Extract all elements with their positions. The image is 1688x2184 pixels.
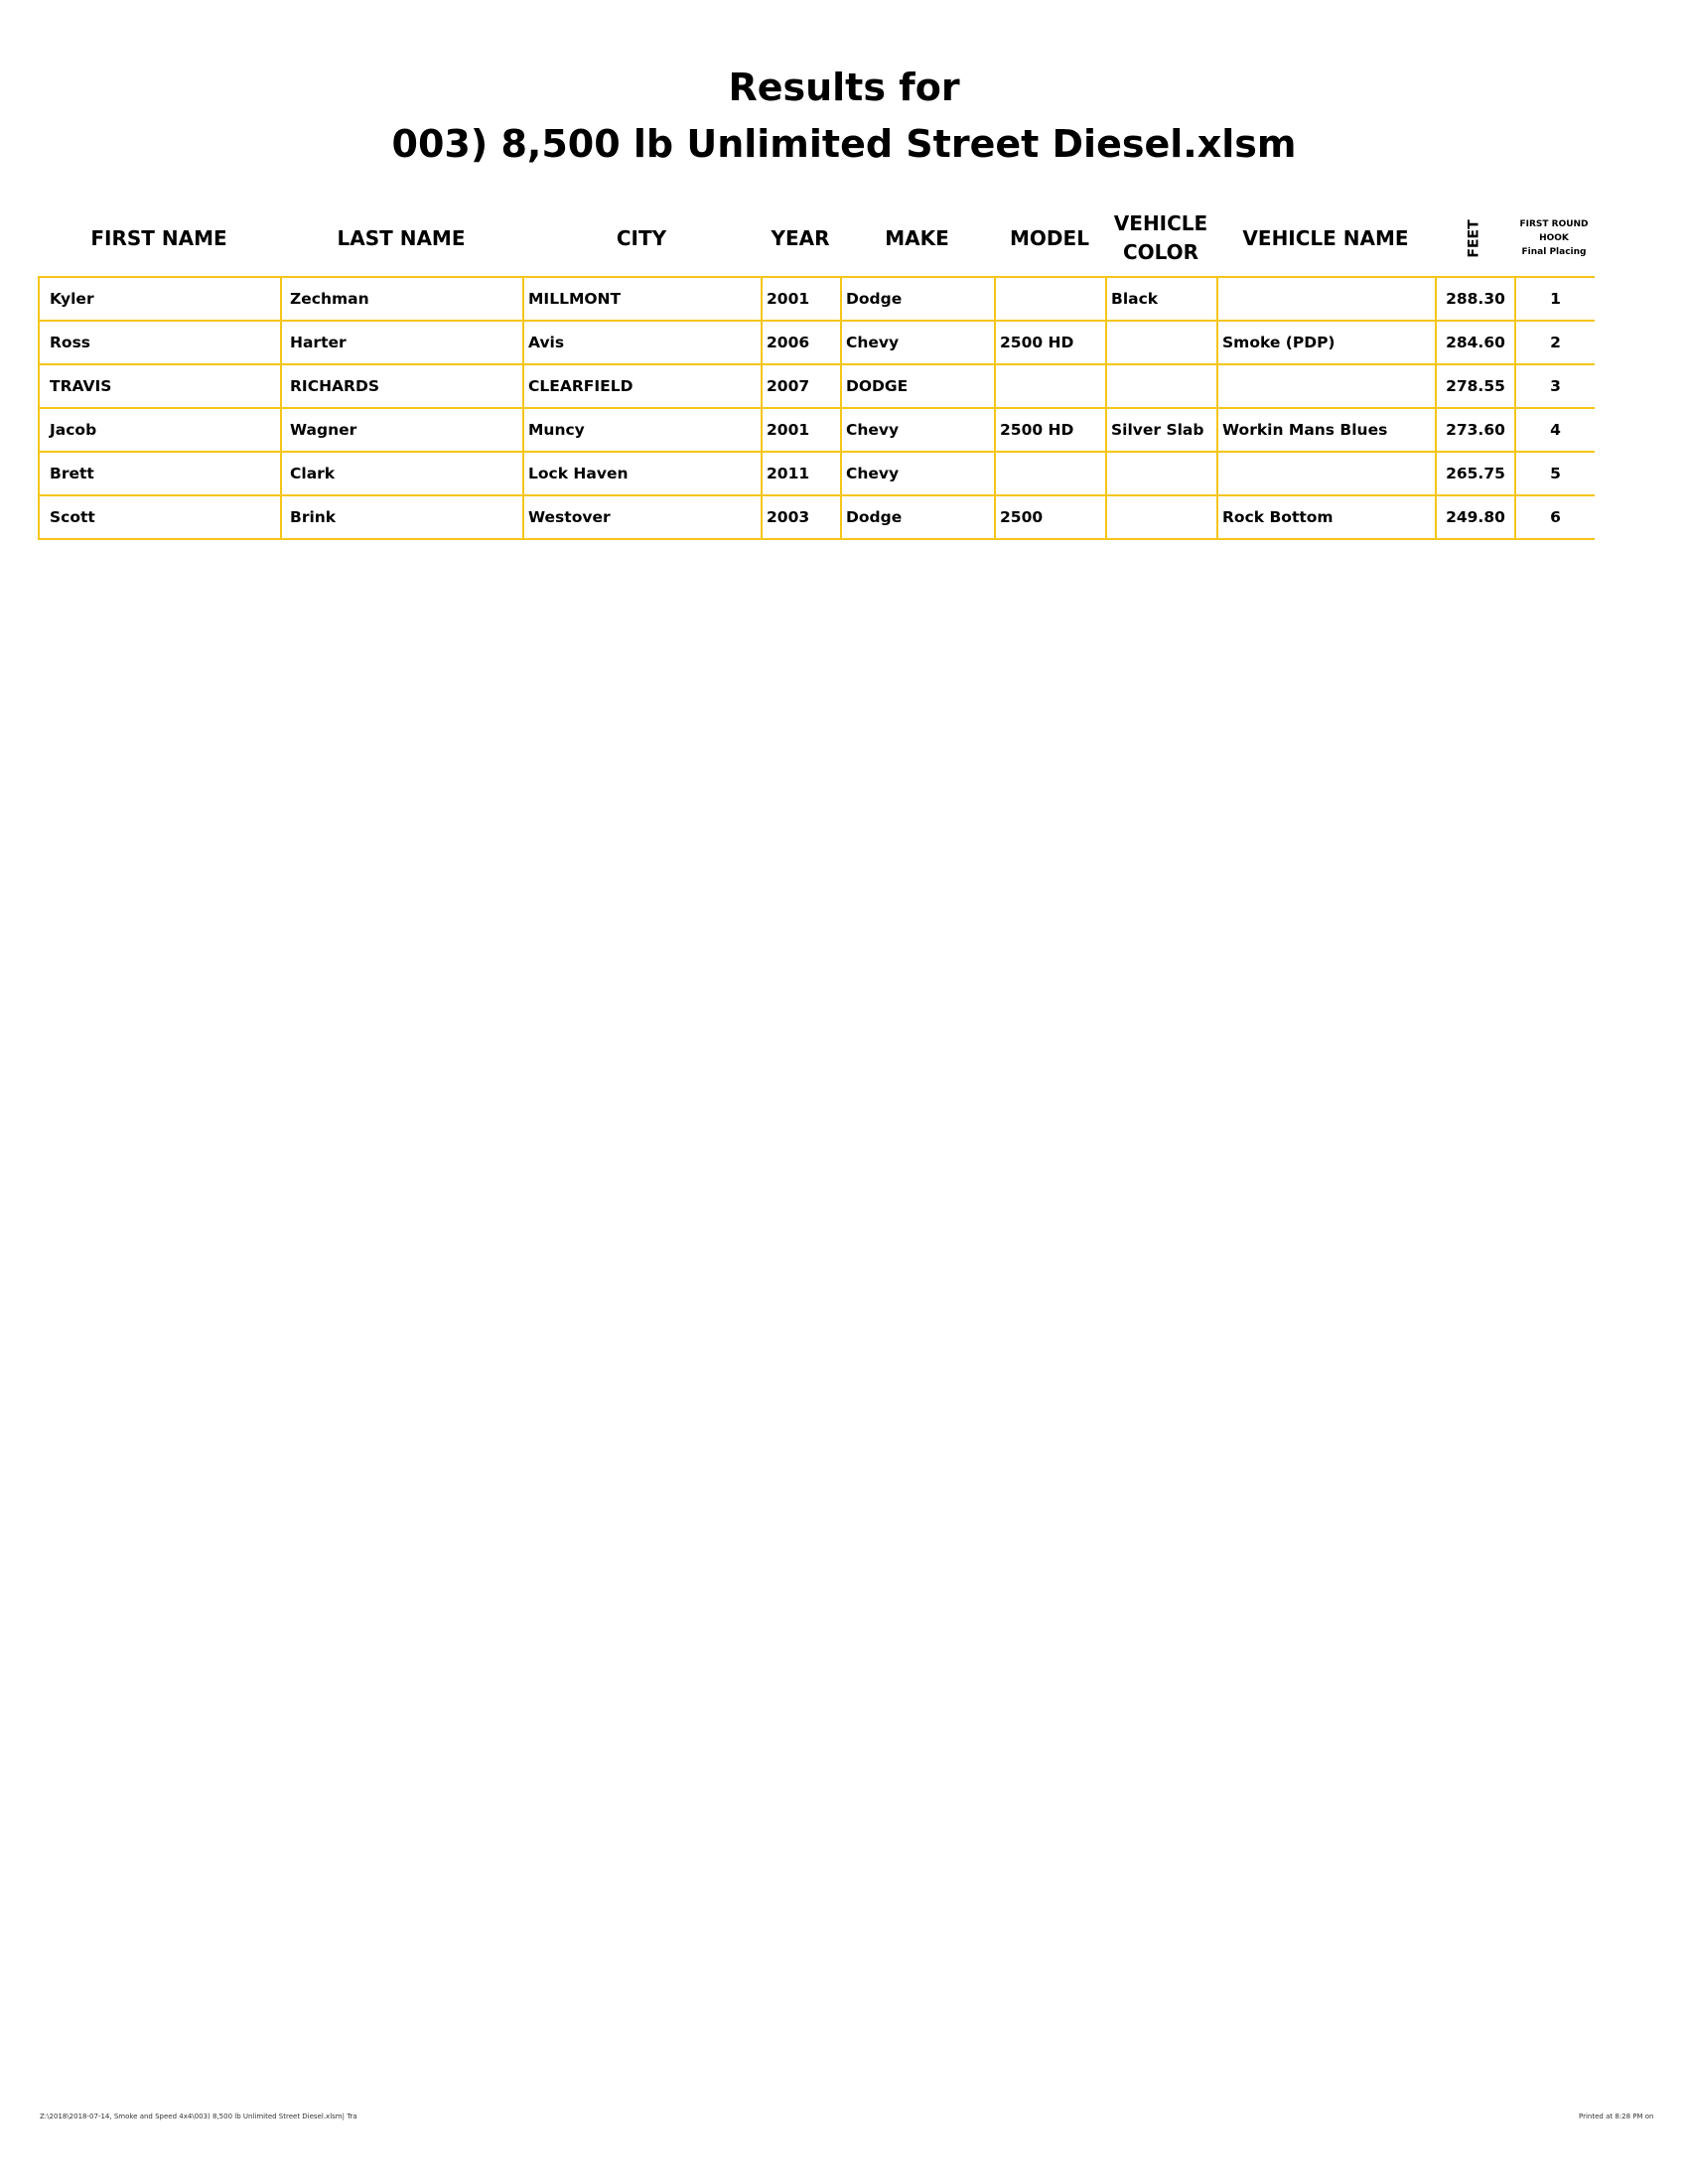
header-city: CITY bbox=[616, 225, 667, 250]
cell-model: 2500 bbox=[995, 495, 1106, 539]
cell-vehicle-name bbox=[1217, 364, 1436, 408]
table-row bbox=[39, 364, 1595, 408]
cell-model: 2500 HD bbox=[995, 321, 1106, 364]
cell-vehicle-color: Black bbox=[1106, 277, 1217, 321]
header-vehicle-name: VEHICLE NAME bbox=[1242, 225, 1409, 250]
table-row bbox=[39, 452, 1595, 495]
header-last-name: LAST NAME bbox=[337, 225, 466, 250]
cell-make: Chevy bbox=[841, 321, 995, 364]
cell-make: DODGE bbox=[841, 364, 995, 408]
cell-model: 2500 HD bbox=[995, 408, 1106, 452]
footer-file-path: Z:\2018\2018-07-14, Smoke and Speed 4x4\003) 8,500 lb Unlimited Street Diesel.xlsm| Tra bbox=[40, 2113, 357, 2120]
cell-last-name: Clark bbox=[281, 452, 523, 495]
header-vehicle-color-line-2: COLOR bbox=[1122, 240, 1199, 264]
cell-last-name: Harter bbox=[281, 321, 523, 364]
cell-vehicle-name bbox=[1217, 277, 1436, 321]
cell-vehicle-color bbox=[1106, 452, 1217, 495]
cell-feet: 288.30 bbox=[1436, 277, 1515, 321]
header-placing-line-2: HOOK bbox=[1539, 233, 1569, 243]
cell-first-name: TRAVIS bbox=[39, 364, 281, 408]
cell-last-name: Wagner bbox=[281, 408, 523, 452]
cell-feet: 284.60 bbox=[1436, 321, 1515, 364]
cell-feet: 265.75 bbox=[1436, 452, 1515, 495]
header-make: MAKE bbox=[885, 225, 949, 250]
results-table bbox=[38, 276, 1595, 540]
cell-feet: 273.60 bbox=[1436, 408, 1515, 452]
cell-vehicle-name: Workin Mans Blues bbox=[1217, 408, 1436, 452]
cell-feet: 249.80 bbox=[1436, 495, 1515, 539]
cell-vehicle-color bbox=[1106, 321, 1217, 364]
cell-placing: 6 bbox=[1515, 495, 1595, 539]
cell-placing: 4 bbox=[1515, 408, 1595, 452]
cell-year: 2001 bbox=[762, 277, 841, 321]
header-feet bbox=[1435, 206, 1514, 270]
cell-first-name: Kyler bbox=[39, 277, 281, 321]
table-row bbox=[39, 495, 1595, 539]
header-vehicle-color-line-1: VEHICLE bbox=[1113, 211, 1208, 235]
cell-vehicle-color bbox=[1106, 364, 1217, 408]
header-placing bbox=[1514, 206, 1594, 270]
cell-first-name: Jacob bbox=[39, 408, 281, 452]
cell-city: Lock Haven bbox=[523, 452, 762, 495]
cell-city: CLEARFIELD bbox=[523, 364, 762, 408]
cell-vehicle-color: Silver Slab bbox=[1106, 408, 1217, 452]
cell-model bbox=[995, 364, 1106, 408]
footer-printed-at: Printed at 8:28 PM on bbox=[1579, 2113, 1654, 2120]
table-row bbox=[39, 321, 1595, 364]
header-feet-label: FEET bbox=[1466, 218, 1482, 258]
header-placing-line-1: FIRST ROUND bbox=[1519, 219, 1589, 229]
cell-year: 2001 bbox=[762, 408, 841, 452]
cell-placing: 3 bbox=[1515, 364, 1595, 408]
cell-year: 2007 bbox=[762, 364, 841, 408]
cell-feet: 278.55 bbox=[1436, 364, 1515, 408]
cell-vehicle-name bbox=[1217, 452, 1436, 495]
header-first-name: FIRST NAME bbox=[90, 225, 227, 250]
cell-placing: 2 bbox=[1515, 321, 1595, 364]
cell-make: Chevy bbox=[841, 452, 995, 495]
cell-first-name: Brett bbox=[39, 452, 281, 495]
cell-make: Chevy bbox=[841, 408, 995, 452]
cell-city: Westover bbox=[523, 495, 762, 539]
page-title-line-2: 003) 8,500 lb Unlimited Street Diesel.xlsm bbox=[391, 122, 1297, 166]
cell-make: Dodge bbox=[841, 495, 995, 539]
header-model: MODEL bbox=[1010, 225, 1089, 250]
cell-vehicle-name: Smoke (PDP) bbox=[1217, 321, 1436, 364]
cell-model bbox=[995, 277, 1106, 321]
cell-year: 2011 bbox=[762, 452, 841, 495]
cell-city: MILLMONT bbox=[523, 277, 762, 321]
cell-last-name: Zechman bbox=[281, 277, 523, 321]
cell-city: Avis bbox=[523, 321, 762, 364]
page-title-line-1: Results for bbox=[728, 66, 960, 109]
cell-placing: 1 bbox=[1515, 277, 1595, 321]
cell-last-name: Brink bbox=[281, 495, 523, 539]
header-placing-line-3: Final Placing bbox=[1521, 247, 1587, 257]
table-row bbox=[39, 277, 1595, 321]
cell-first-name: Scott bbox=[39, 495, 281, 539]
cell-city: Muncy bbox=[523, 408, 762, 452]
cell-year: 2003 bbox=[762, 495, 841, 539]
cell-first-name: Ross bbox=[39, 321, 281, 364]
cell-last-name: RICHARDS bbox=[281, 364, 523, 408]
cell-year: 2006 bbox=[762, 321, 841, 364]
cell-placing: 5 bbox=[1515, 452, 1595, 495]
table-row bbox=[39, 408, 1595, 452]
header-vehicle-color bbox=[1105, 206, 1216, 270]
cell-vehicle-color bbox=[1106, 495, 1217, 539]
header-year: YEAR bbox=[771, 225, 830, 250]
cell-vehicle-name: Rock Bottom bbox=[1217, 495, 1436, 539]
cell-make: Dodge bbox=[841, 277, 995, 321]
cell-model bbox=[995, 452, 1106, 495]
